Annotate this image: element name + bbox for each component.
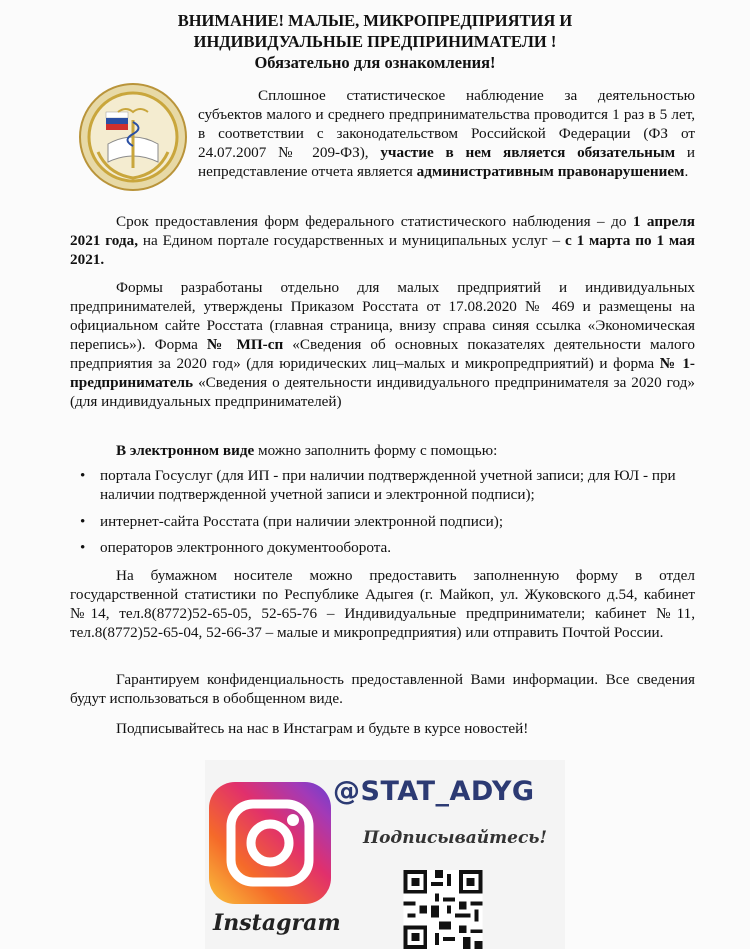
bullet-icon: • [80,539,86,556]
subscribe-text: Подписывайтесь на нас в Инстаграм и будьте в курсе новостей! [116,720,529,737]
bullet-icon: • [80,513,86,530]
intro-text: Сплошное статистическое наблюдение за деятельностью субъектов малого и среднего предпринимательства проводится 1 раз в 5 лет, в соответствии с законодательством Российской Федерации (ФЗ от 24.07.2007 № 209-ФЗ), [198,87,695,161]
forms-text-2: «Сведения об основных показателях деятельности малого предприятия за 2020 год» (для юридических лиц–малых и микропредприятий) и форма [70,336,695,372]
deadline-bold-1: 1 апреля 2021 года, [70,213,695,249]
instagram-promo [205,760,565,949]
paper-paragraph [70,566,695,642]
privacy-paragraph [70,670,695,708]
forms-text-3: «Сведения о деятельности индивидуального предпринимателя за 2020 год» (для индивидуальных предпринимателей) [70,374,695,410]
bullet-text-rosstat-site: интернет-сайта Росстата (при наличии электронной подписи); [100,513,504,530]
rosstat-emblem-icon [78,82,188,192]
bullet-text-gosuslugi: портала Госуслуг (для ИП - при наличии подтвержденной учетной записи; для ЮЛ - при наличии подтвержденной учетной записи и электронной подписи); [100,467,676,503]
instagram-icon[interactable] [209,782,331,904]
instagram-wordmark: Instagram [213,910,341,936]
bullet-icon: • [80,467,86,484]
subscribe-slogan: Подписывайтесь! [363,828,547,848]
intro-paragraph [198,86,695,181]
intro-bold-mandatory: участие в нем является обязательным [380,144,676,161]
intro-end: . [684,163,689,180]
forms-paragraph [70,278,695,411]
instagram-handle[interactable]: @STAT_ADYG [333,776,535,807]
deadline-bold-2: с 1 марта по 1 мая 2021. [70,232,695,268]
bullet-text-edo-operators: операторов электронного документооборота. [100,539,392,556]
heading-line-3: Обязательно для ознакомления! [254,53,496,72]
notice-heading [60,10,690,73]
forms-text-1: Формы разработаны отдельно для малых предприятий и индивидуальных предпринимателей, утверждены Приказом Росстата от 17.08.2020 № 469 и размещены на официальном сайте Росстата (главная страница, внизу справа синяя ссылка «Экономическая перепись»). Форма [70,279,695,353]
forms-bold-1-predprinimatel: № 1-предприниматель [70,355,695,391]
intro-text-2: и непредставление отчета является [198,144,695,180]
electronic-paragraph [70,441,695,460]
intro-bold-offense: административным правонарушением [416,163,685,180]
paper-text: На бумажном носителе можно предоставить заполненную форму в отдел государственной статистики по Республике Адыгея (г. Майкоп, ул. Жуковского д.54, кабинет №14, тел.8(8772)52-65-05, 52-65-76 – Индивидуальные предприниматели; кабинет №11, тел.8(8772)52-65-04, 52-66-37 – малые и микропредприятия) или отправить Почтой России. [70,567,695,641]
electronic-bold: В электронном виде [116,442,255,459]
deadline-text-1: Срок предоставления форм федерального статистического наблюдения – до [116,213,633,230]
forms-bold-mp-sp: № МП-сп [206,336,284,353]
heading-line-2: ИНДИВИДУАЛЬНЫЕ ПРЕДПРИНИМАТЕЛИ ! [193,32,557,51]
qr-code-icon[interactable] [403,870,483,949]
subscribe-paragraph [70,719,695,738]
electronic-text: можно заполнить форму с помощью: [254,442,498,459]
deadline-text-2: на Едином портале государственных и муниципальных услуг – [138,232,565,249]
deadline-paragraph [70,212,695,269]
heading-line-1: ВНИМАНИЕ! МАЛЫЕ, МИКРОПРЕДПРИЯТИЯ И [177,11,573,30]
privacy-text: Гарантируем конфиденциальность предоставленной Вами информации. Все сведения будут использоваться в обобщенном виде. [70,671,695,707]
